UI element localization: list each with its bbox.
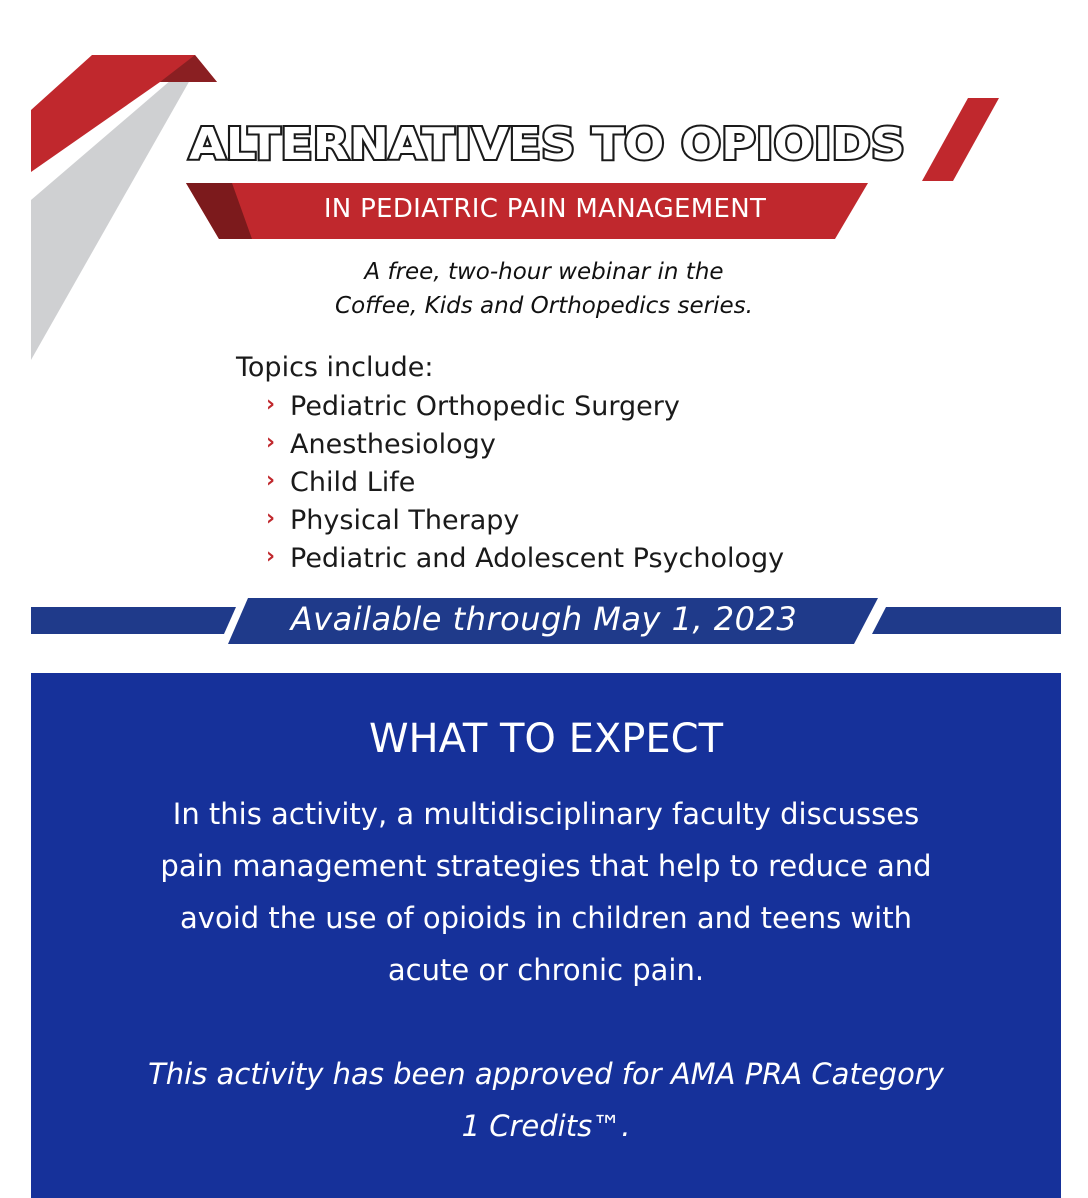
main-title-text: ALTERNATIVES TO OPIOIDS — [189, 119, 905, 170]
subtitle — [0, 191, 1088, 227]
topics-heading: Topics include: — [236, 352, 434, 383]
list-item — [266, 540, 784, 578]
list-item — [266, 502, 784, 540]
list-item — [266, 426, 784, 464]
list-item — [266, 388, 784, 426]
chevron-right-icon: › — [266, 468, 276, 493]
accreditation-note: This activity has been approved for AMA PRA Category 1 Credits™. — [148, 1057, 944, 1143]
topics-list — [266, 388, 784, 578]
topic-label: Child Life — [290, 467, 416, 498]
tagline-line-1: A free, two-hour webinar in the — [364, 259, 724, 285]
chevron-right-icon: › — [266, 392, 276, 417]
expect-description: In this activity, a multidisciplinary faculty discusses pain management strategies that help to reduce and avoid the use of opioids in children and teens with acute or chronic pain. — [160, 797, 932, 987]
list-item — [266, 464, 784, 502]
availability-text: Available through May 1, 2023 — [290, 600, 798, 638]
section-heading: WHAT TO EXPECT — [368, 716, 724, 762]
chevron-right-icon: › — [266, 544, 276, 569]
topic-label: Anesthesiology — [290, 429, 496, 460]
topic-label: Pediatric Orthopedic Surgery — [290, 391, 680, 422]
main-title — [186, 111, 908, 175]
what-to-expect-panel — [31, 673, 1061, 1198]
chevron-right-icon: › — [266, 506, 276, 531]
topic-label: Pediatric and Adolescent Psychology — [290, 543, 785, 574]
chevron-right-icon: › — [266, 430, 276, 455]
right-red-slash — [922, 98, 999, 181]
topic-label: Physical Therapy — [290, 505, 520, 536]
tagline-line-2: Coffee, Kids and Orthopedics series. — [335, 293, 753, 319]
subtitle-text: IN PEDIATRIC PAIN MANAGEMENT — [323, 194, 767, 224]
